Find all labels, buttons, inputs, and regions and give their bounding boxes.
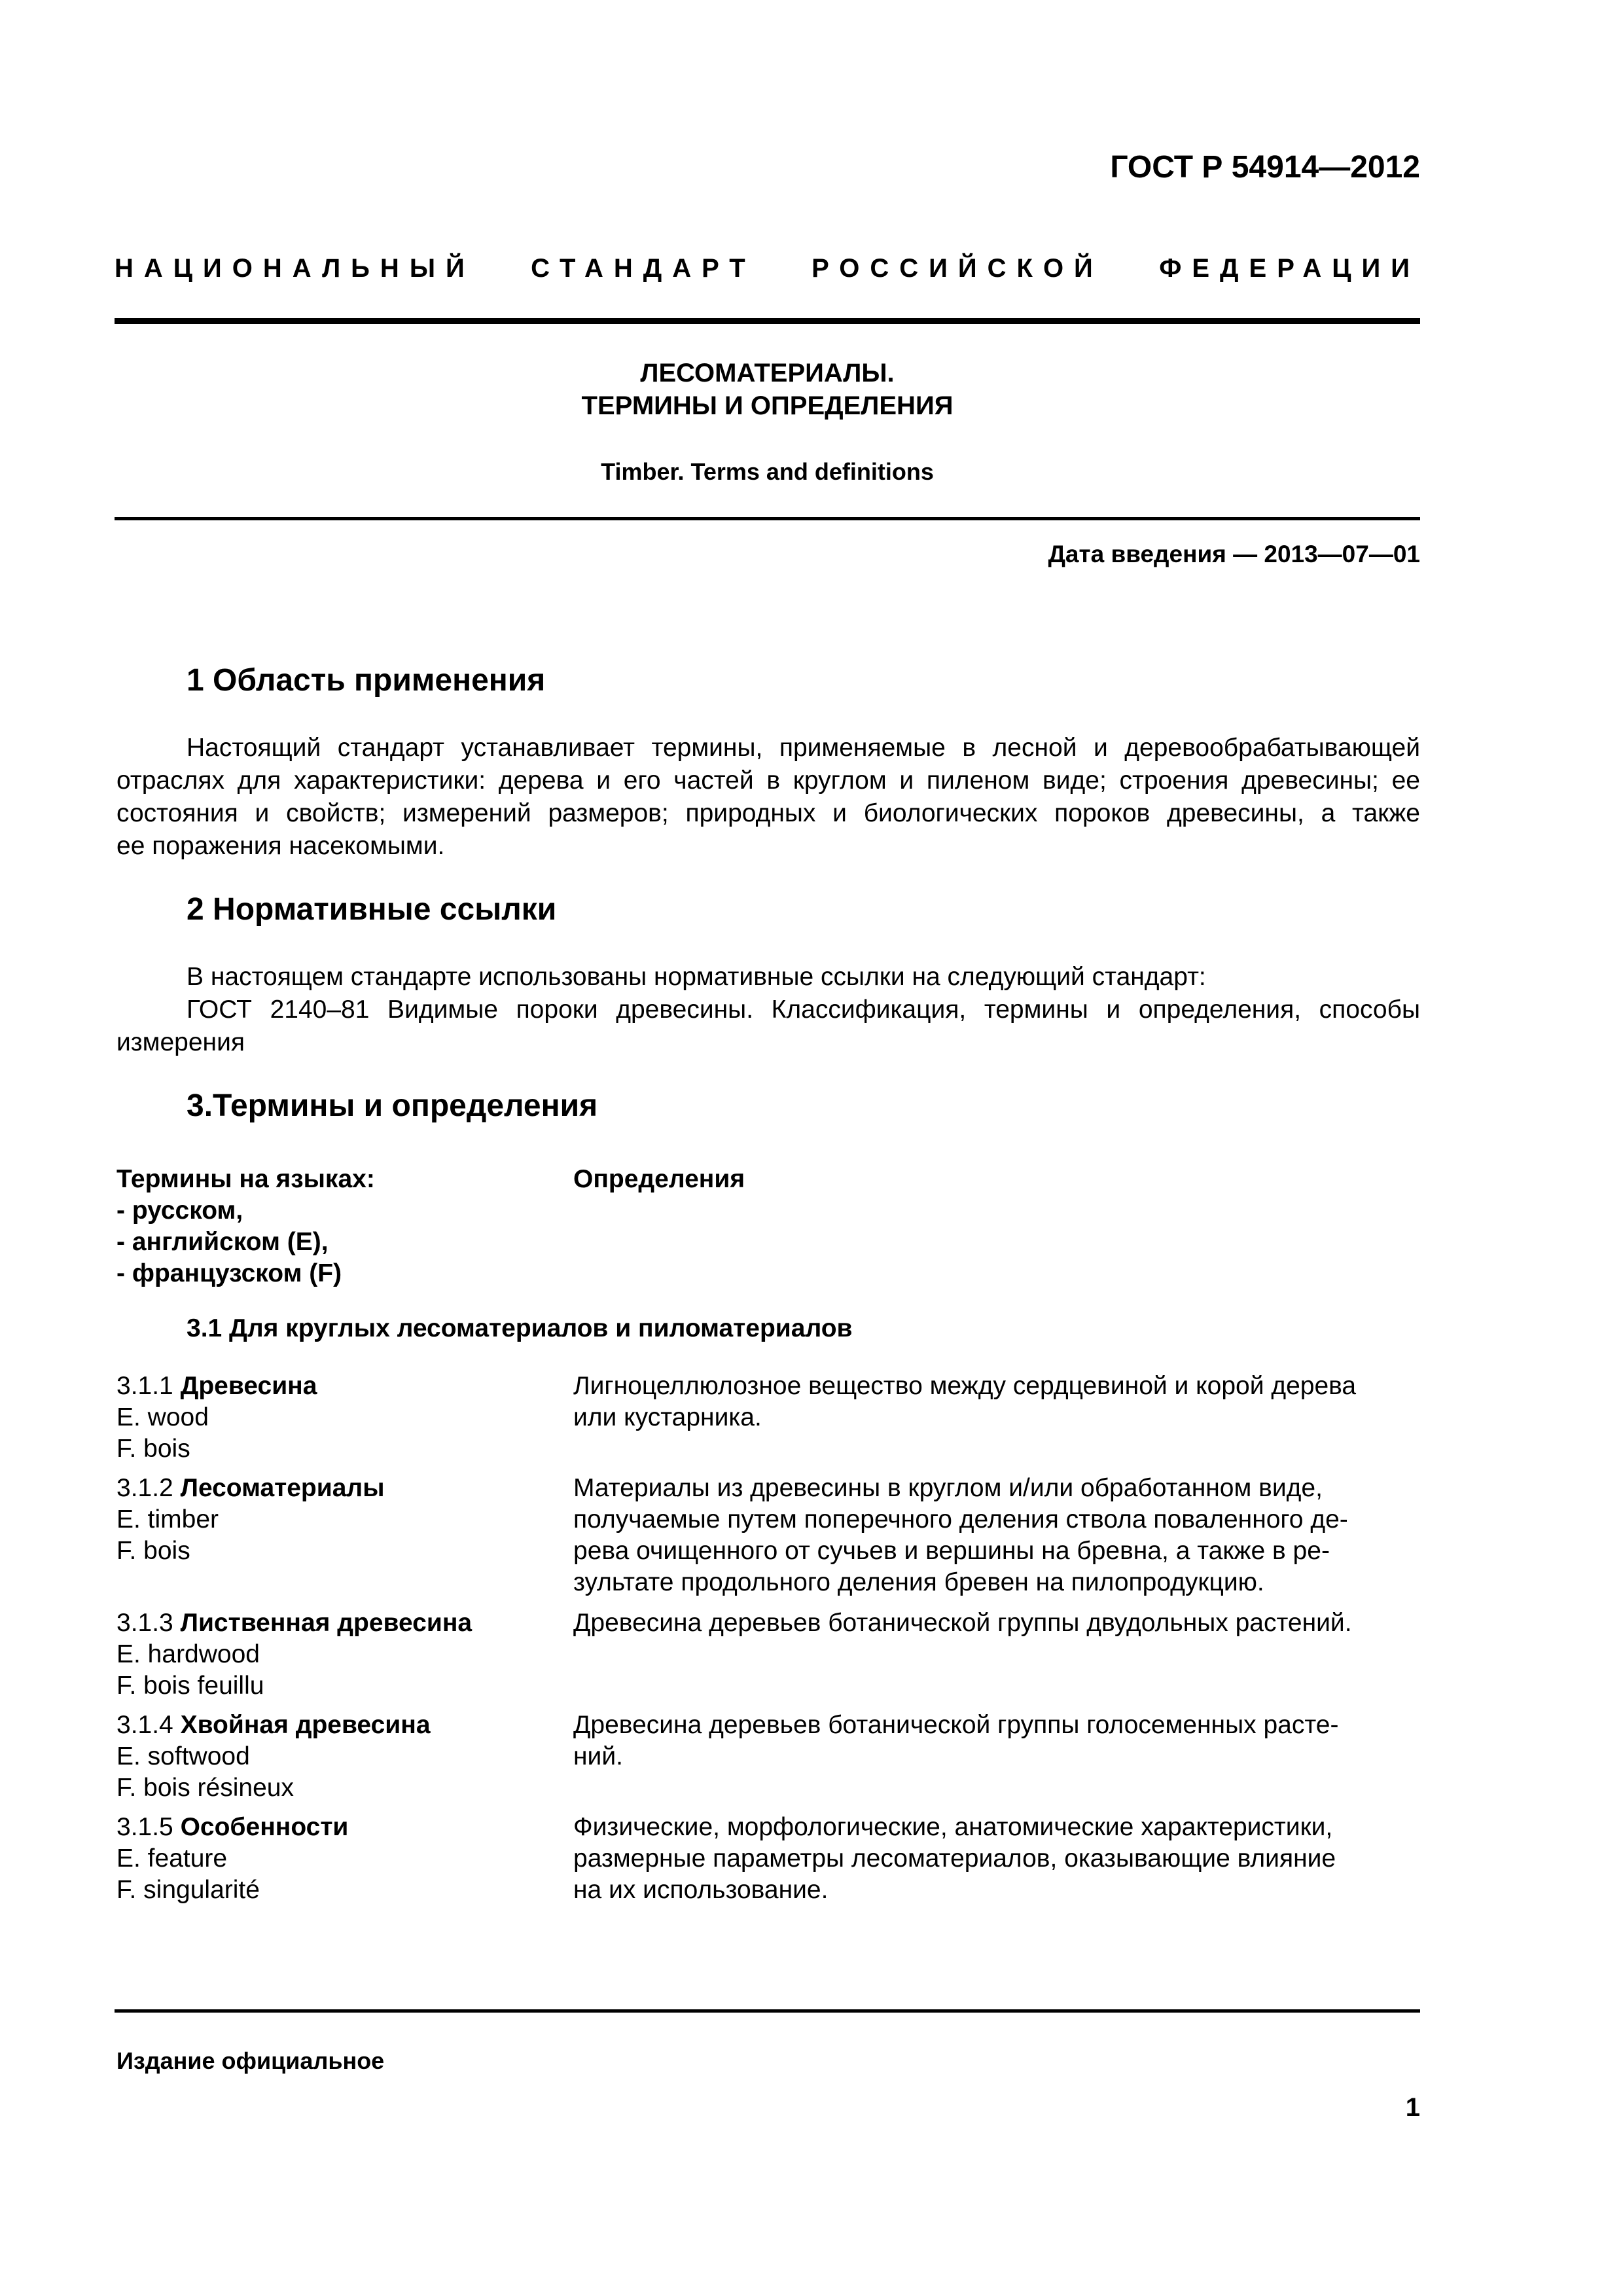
section-1-line-1: Настоящий стандарт устанавливает термины, применяемые в лесной и деревообрабатывающей xyxy=(187,734,1420,762)
term-entry xyxy=(116,1473,562,1567)
title-rule xyxy=(115,517,1420,520)
term-entry xyxy=(116,1607,562,1702)
definition-line: или кустарника. xyxy=(573,1403,762,1431)
definition-line: размерные параметры лесоматериалов, оказывающие влияние xyxy=(573,1844,1336,1873)
term-definition xyxy=(573,1473,1418,1598)
term-french: F. bois xyxy=(116,1537,190,1565)
term-definition xyxy=(573,1371,1418,1433)
definition-line: Физические, морфологические, анатомические характеристики, xyxy=(573,1813,1333,1841)
term-number: 3.1.2 xyxy=(116,1474,181,1502)
terms-column-header-line: - русском, xyxy=(116,1196,243,1225)
footer-rule xyxy=(115,2009,1420,2013)
term-russian: Древесина xyxy=(180,1372,317,1400)
term-heading xyxy=(116,1710,562,1741)
term-french: F. bois feuillu xyxy=(116,1672,264,1700)
document-id: ГОСТ Р 54914—2012 xyxy=(1110,150,1420,185)
section-2-line-1: В настоящем стандарте использованы нормативные ссылки на следующий стандарт: xyxy=(187,963,1206,991)
term-number: 3.1.5 xyxy=(116,1813,181,1841)
definition-line: Материалы из древесины в круглом и/или обработанном виде, xyxy=(573,1474,1323,1502)
term-number: 3.1.4 xyxy=(116,1711,181,1739)
section-3-heading: 3.Термины и определения xyxy=(187,1088,598,1123)
term-french: F. bois xyxy=(116,1435,190,1463)
term-definition xyxy=(573,1710,1418,1772)
section-1-line-3: состояния и свойств; измерений размеров; природных и биологических пороков древесины, а также xyxy=(116,799,1420,827)
term-heading xyxy=(116,1607,562,1639)
term-english: E. timber xyxy=(116,1505,219,1534)
term-russian: Особенности xyxy=(180,1813,349,1841)
term-english: E. wood xyxy=(116,1403,209,1431)
page-number: 1 xyxy=(1405,2093,1420,2122)
term-number: 3.1.1 xyxy=(116,1372,181,1400)
term-entry xyxy=(116,1371,562,1465)
title-line-1: ЛЕСОМАТЕРИАЛЫ. xyxy=(640,359,895,387)
term-french: F. bois résineux xyxy=(116,1774,294,1802)
definitions-column-header: Определения xyxy=(573,1165,745,1193)
term-heading xyxy=(116,1371,562,1402)
term-entry xyxy=(116,1812,562,1906)
term-english: E. hardwood xyxy=(116,1640,260,1668)
terms-column-header-line: - французском (F) xyxy=(116,1259,342,1287)
definition-line: Лигноцеллюлозное вещество между сердцевиной и корой дерева xyxy=(573,1372,1357,1400)
official-edition-label: Издание официальное xyxy=(116,2047,385,2074)
section-2-line-2: ГОСТ 2140–81 Видимые пороки древесины. Классификация, термины и определения, способы xyxy=(187,996,1420,1024)
section-1-line-4: ее поражения насекомыми. xyxy=(116,832,445,860)
term-heading xyxy=(116,1473,562,1504)
term-russian: Хвойная древесина xyxy=(180,1711,431,1739)
national-standard-banner: НАЦИОНАЛЬНЫЙ СТАНДАРТ РОССИЙСКОЙ ФЕДЕРАЦИИ xyxy=(115,254,1420,283)
term-russian: Лесоматериалы xyxy=(180,1474,385,1502)
term-russian: Лиственная древесина xyxy=(180,1609,473,1637)
section-2-heading: 2 Нормативные ссылки xyxy=(187,892,557,927)
terms-column-header xyxy=(116,1164,375,1289)
section-1-heading: 1 Область применения xyxy=(187,663,546,698)
definition-line: рева очищенного от сучьев и вершины на бревна, а также в ре- xyxy=(573,1537,1330,1565)
definition-line: Древесина деревьев ботанической группы голосеменных расте- xyxy=(573,1711,1339,1739)
term-entry xyxy=(116,1710,562,1804)
terms-column-header-line: Термины на языках: xyxy=(116,1165,375,1193)
definition-line: зультате продольного деления бревен на пилопродукцию. xyxy=(573,1568,1264,1596)
subsection-3-1-heading: 3.1 Для круглых лесоматериалов и пиломатериалов xyxy=(187,1314,853,1342)
term-french: F. singularité xyxy=(116,1876,260,1904)
definition-line: получаемые путем поперечного деления ствола поваленного де- xyxy=(573,1505,1348,1534)
title-line-2: ТЕРМИНЫ И ОПРЕДЕЛЕНИЯ xyxy=(581,391,954,420)
section-1-line-2: отраслях для характеристики: дерева и его частей в круглом и пиленом виде; строения древесины; ее xyxy=(116,766,1420,795)
title-english: Timber. Terms and definitions xyxy=(601,458,934,485)
section-2-line-3: измерения xyxy=(116,1028,245,1056)
term-english: E. softwood xyxy=(116,1742,250,1770)
term-english: E. feature xyxy=(116,1844,228,1873)
term-definition xyxy=(573,1607,1418,1639)
introduction-date: Дата введения — 2013—07—01 xyxy=(1048,541,1420,567)
definition-line: ний. xyxy=(573,1742,623,1770)
term-definition xyxy=(573,1812,1418,1906)
header-thick-rule xyxy=(115,318,1420,324)
definition-line: Древесина деревьев ботанической группы двудольных растений. xyxy=(573,1609,1352,1637)
term-heading xyxy=(116,1812,562,1843)
definition-line: на их использование. xyxy=(573,1876,829,1904)
terms-column-header-line: - английском (E), xyxy=(116,1228,329,1256)
term-number: 3.1.3 xyxy=(116,1609,181,1637)
